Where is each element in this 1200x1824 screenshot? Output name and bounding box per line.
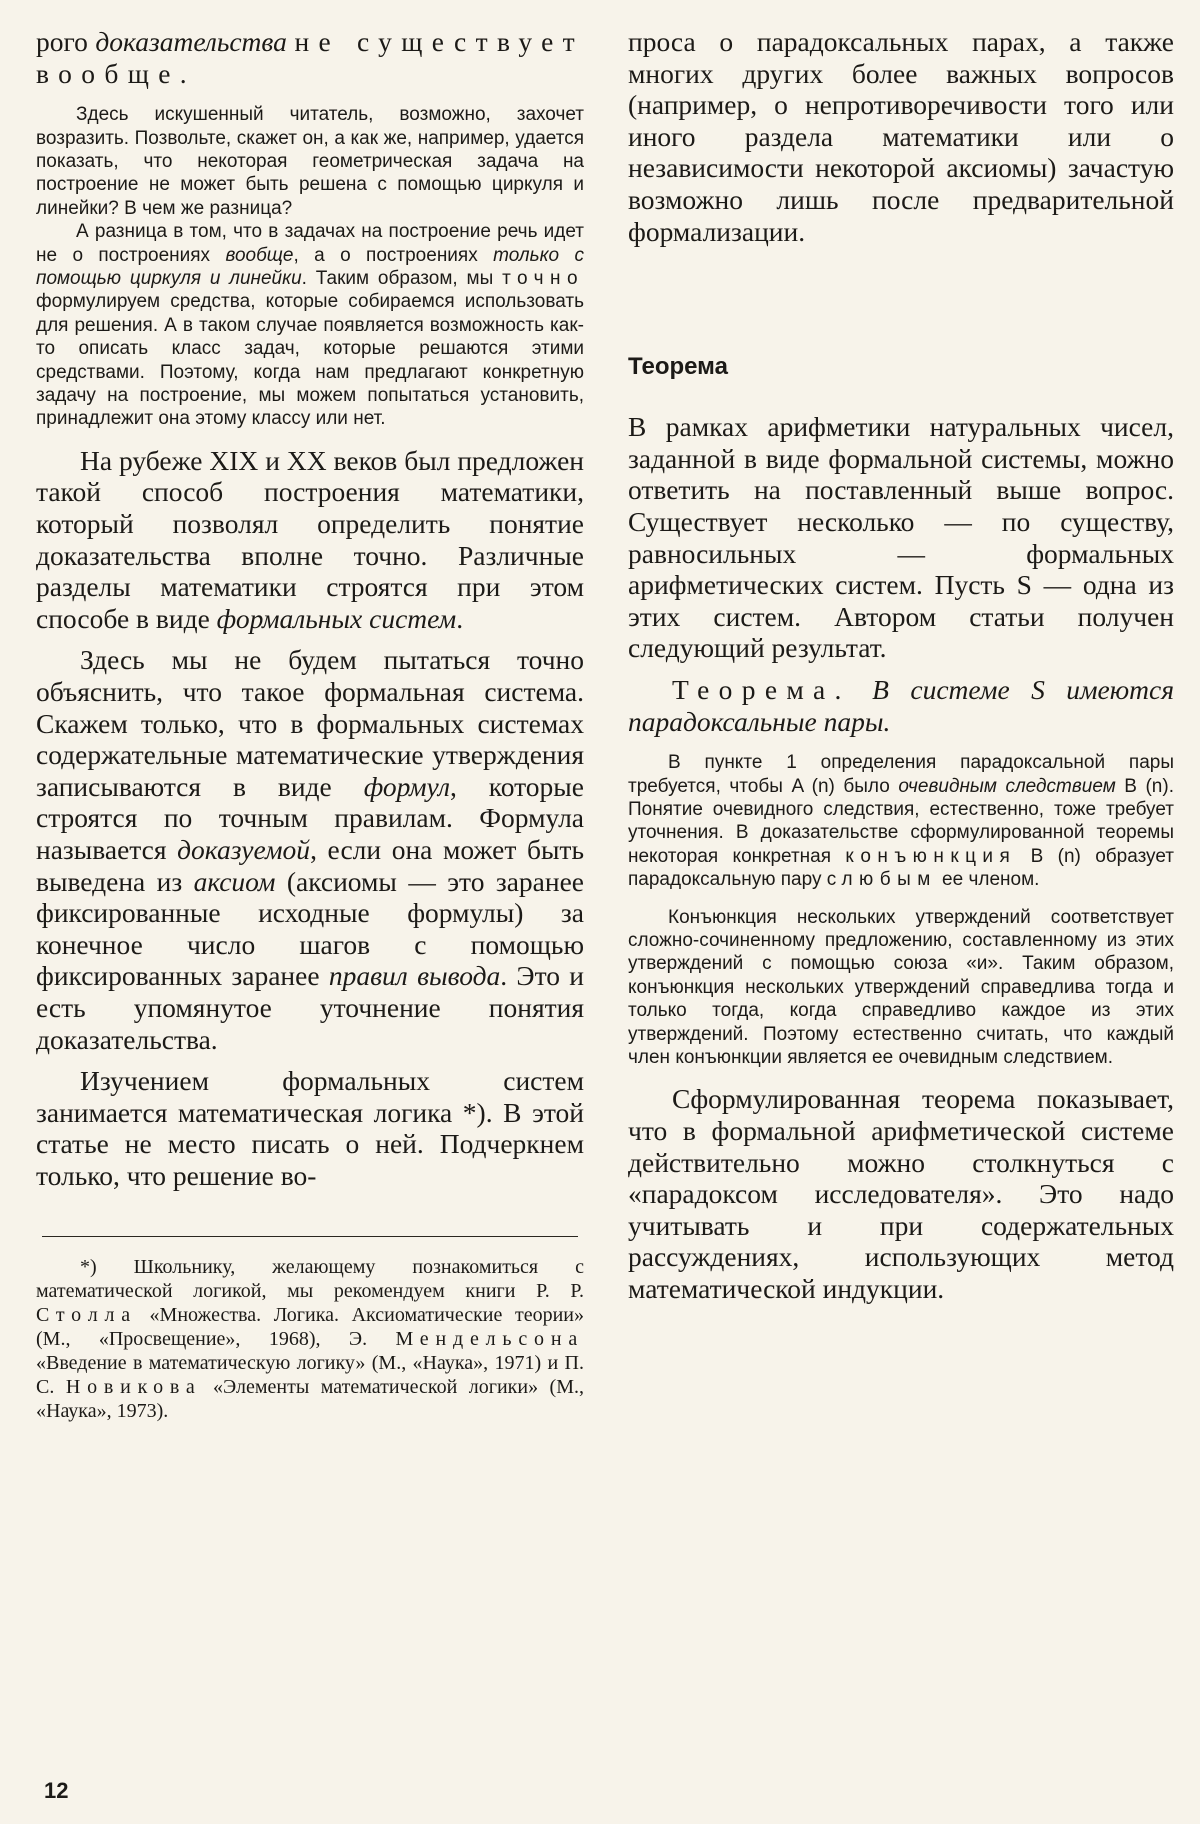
- paragraph-formal-system-definition: Здесь мы не будем пытаться точно объяснить, что такое формальная система. Скажем только, что в формальных системах содержательные математические утверждения записываются в виде формул, которые строятся по точным правилам. Формула называется доказуемой, если она может быть выведена из аксиом (аксиомы — это заранее фиксированные исходные формулы) за конечное число шагов с помощью фиксированных заранее правил вывода. Это и есть упомянутое уточнение понятия доказательства.: [36, 644, 585, 1055]
- left-column: [36, 26, 584, 1423]
- paragraph-mathematical-logic: Изучением формальных систем занимается математическая логика *). В этой статье не место писать о ней. Подчеркнем только, что решение во-: [36, 1065, 584, 1191]
- footnote-divider: [42, 1236, 578, 1237]
- paragraph-conclusion: Сформулированная теорема показывает, что в формальной арифметической системе действительно можно столкнуться с «парадоксом исследователя». Это надо учитывать и при содержательных рассуждениях, использующих метод математической индукции.: [628, 1083, 1174, 1304]
- small-paragraph-answer: А разница в том, что в задачах на построение речь идет не о построениях вообще, а о построениях только с помощью циркуля и линейки. Таким образом, мы точно формулируем средства, которые собираемся использовать для решения. А в таком случае появляется возможность как-то описать класс задач, которые решаются этими средствами. Поэтому, когда нам предлагают конкретную задачу на построение, мы можем попытаться установить, принадлежит она этому классу или нет.: [36, 221, 584, 430]
- page-number: 12: [44, 1778, 69, 1803]
- paragraph-arithmetic-systems: В рамках арифметики натуральных чисел, заданной в виде формальной системы, можно ответить на поставленный выше вопрос. Существует несколько — по существу, равносильных — формальных арифметических систем. Пусть S — одна из этих систем. Автором статьи получен следующий результат.: [628, 411, 1174, 664]
- theorem-statement: Теорема. В системе S имеются парадоксальные пары.: [628, 673, 1174, 737]
- continuation-paragraph-right: проса о парадоксальных парах, а также многих других более важных вопросов (например, о непротиворечивости того или иного раздела математики или о независимости некоторой аксиомы) зачастую возможно лишь после предварительной формализации.: [628, 26, 1174, 247]
- section-heading: Теорема: [628, 353, 728, 381]
- small-paragraph-conjunction: Конъюнкция нескольких утверждений соответствует сложно-сочиненному предложению, составленному из этих утверждений с помощью союза «и». Таким образом, конъюнкция нескольких утверждений справедлива тогда и только тогда, когда справедливо каждое из этих утверждений. Поэтому естественно считать, что каждый член конъюнкции является ее очевидным следствием.: [628, 906, 1174, 1068]
- right-column: [628, 26, 1174, 1305]
- footnote: *) Школьнику, желающему познакомиться с математической логикой, мы рекомендуем книги Р. Р. Столла «Множества. Логика. Аксиоматические теории» (М., «Просвещение», 1968), Э. Мендельсона «Введение в математическую логику» (М., «Наука», 1971) и П. С. Новикова «Элементы математической логики» (М., «Наука», 1973).: [36, 1255, 584, 1422]
- paragraph-formal-systems-intro: На рубеже XIX и XX веков был предложен такой способ построения математики, который позволял определить понятие доказательства вполне точно. Различные разделы математики строятся при этом способе в виде формальных систем.: [36, 444, 584, 634]
- continuation-paragraph: рого доказательства не существует вообще.: [36, 26, 584, 89]
- small-paragraph-objection: Здесь искушенный читатель, возможно, захочет возразить. Позвольте, скажет он, а как же, например, удается показать, что некоторая геометрическая задача на построение не может быть решена с помощью циркуля и линейки? В чем же разница?: [36, 104, 584, 219]
- small-paragraph-obvious-consequence: В пункте 1 определения парадоксальной пары требуется, чтобы A (n) было очевидным следствием B (n). Понятие очевидного следствия, естественно, тоже требует уточнения. В доказательстве сформулированной теоремы некоторая конкретная конъюнкция B (n) образует парадоксальную пару с любым ее членом.: [628, 752, 1174, 891]
